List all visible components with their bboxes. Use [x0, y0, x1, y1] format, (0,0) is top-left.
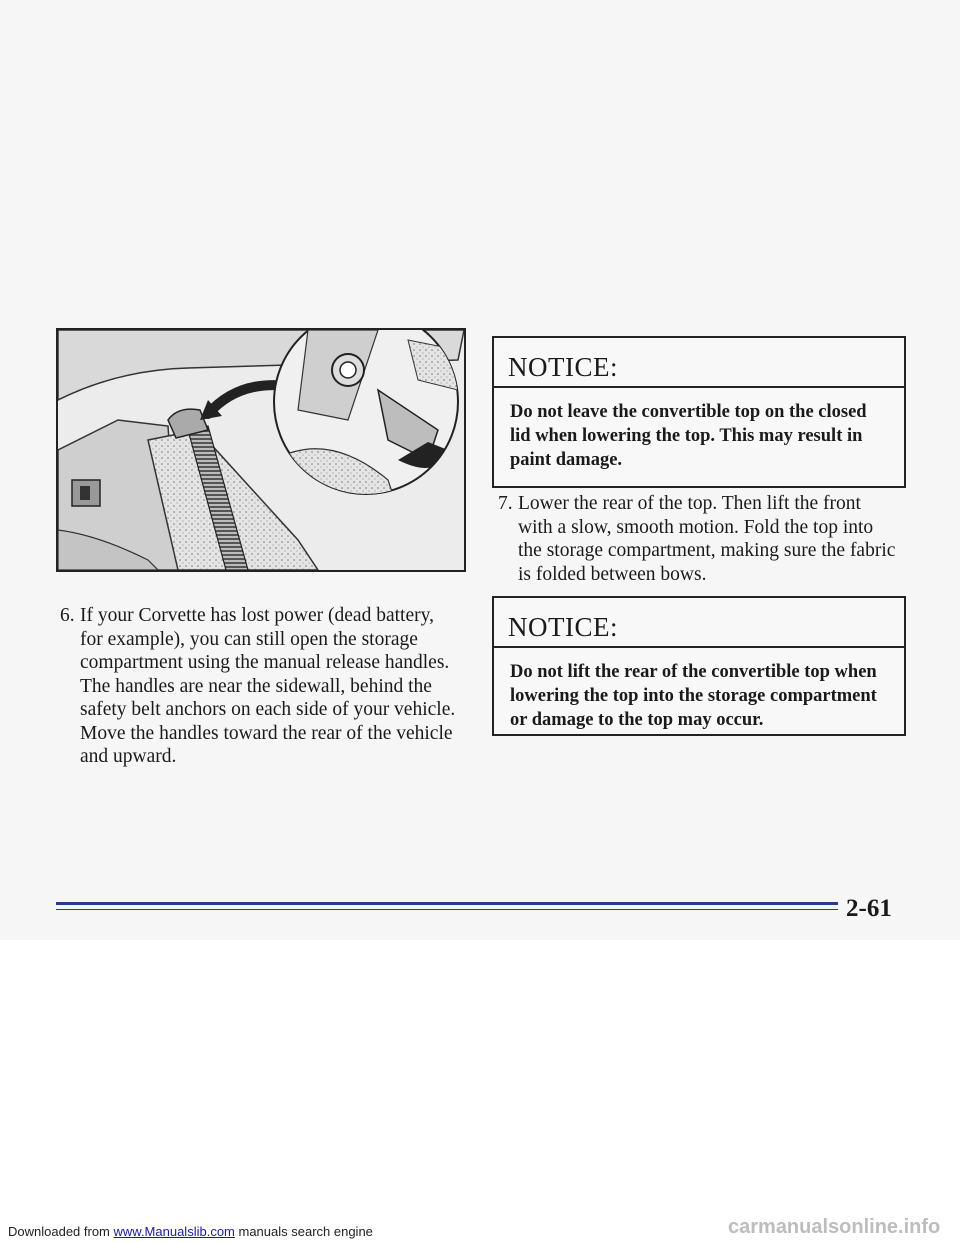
step-number: 7.	[498, 493, 513, 514]
footer-suffix: manuals search engine	[234, 1224, 373, 1239]
notice-box-top-damage	[492, 596, 906, 736]
footer-rule-thin	[56, 909, 838, 910]
release-handle-illustration	[56, 328, 466, 572]
page-number: 2-61	[846, 895, 892, 922]
download-footer	[8, 1224, 373, 1239]
step-text: If your Corvette has lost power (dead battery, for example), you can still open the storage compartment using the manual release handles. The handles are near the sidewall, behind the safety belt anchors on each side of your vehicle. Move the handles toward the rear of the vehicle and upward.	[80, 605, 456, 767]
notice-heading: NOTICE:	[494, 338, 904, 388]
step-6	[60, 604, 460, 767]
notice-box-paint-damage	[492, 336, 906, 488]
notice-text: Do not lift the rear of the convertible top when lowering the top into the storage compartment or damage to the top may occur.	[510, 662, 877, 730]
footer-prefix: Downloaded from	[8, 1224, 114, 1239]
footer-rule	[56, 902, 838, 905]
step-7	[498, 492, 898, 592]
notice-text: Do not leave the convertible top on the closed lid when lowering the top. This may result in paint damage.	[510, 402, 867, 470]
manualslib-link[interactable]: www.Manualslib.com	[113, 1224, 235, 1239]
step-text: Lower the rear of the top. Then lift the front with a slow, smooth motion. Fold the top into the storage compartment, making sure the fabric is folded between bows.	[518, 493, 896, 585]
watermark-logo: carmanualsonline.info	[728, 1216, 941, 1238]
step-number: 6.	[60, 605, 75, 626]
notice-heading: NOTICE:	[494, 598, 904, 648]
